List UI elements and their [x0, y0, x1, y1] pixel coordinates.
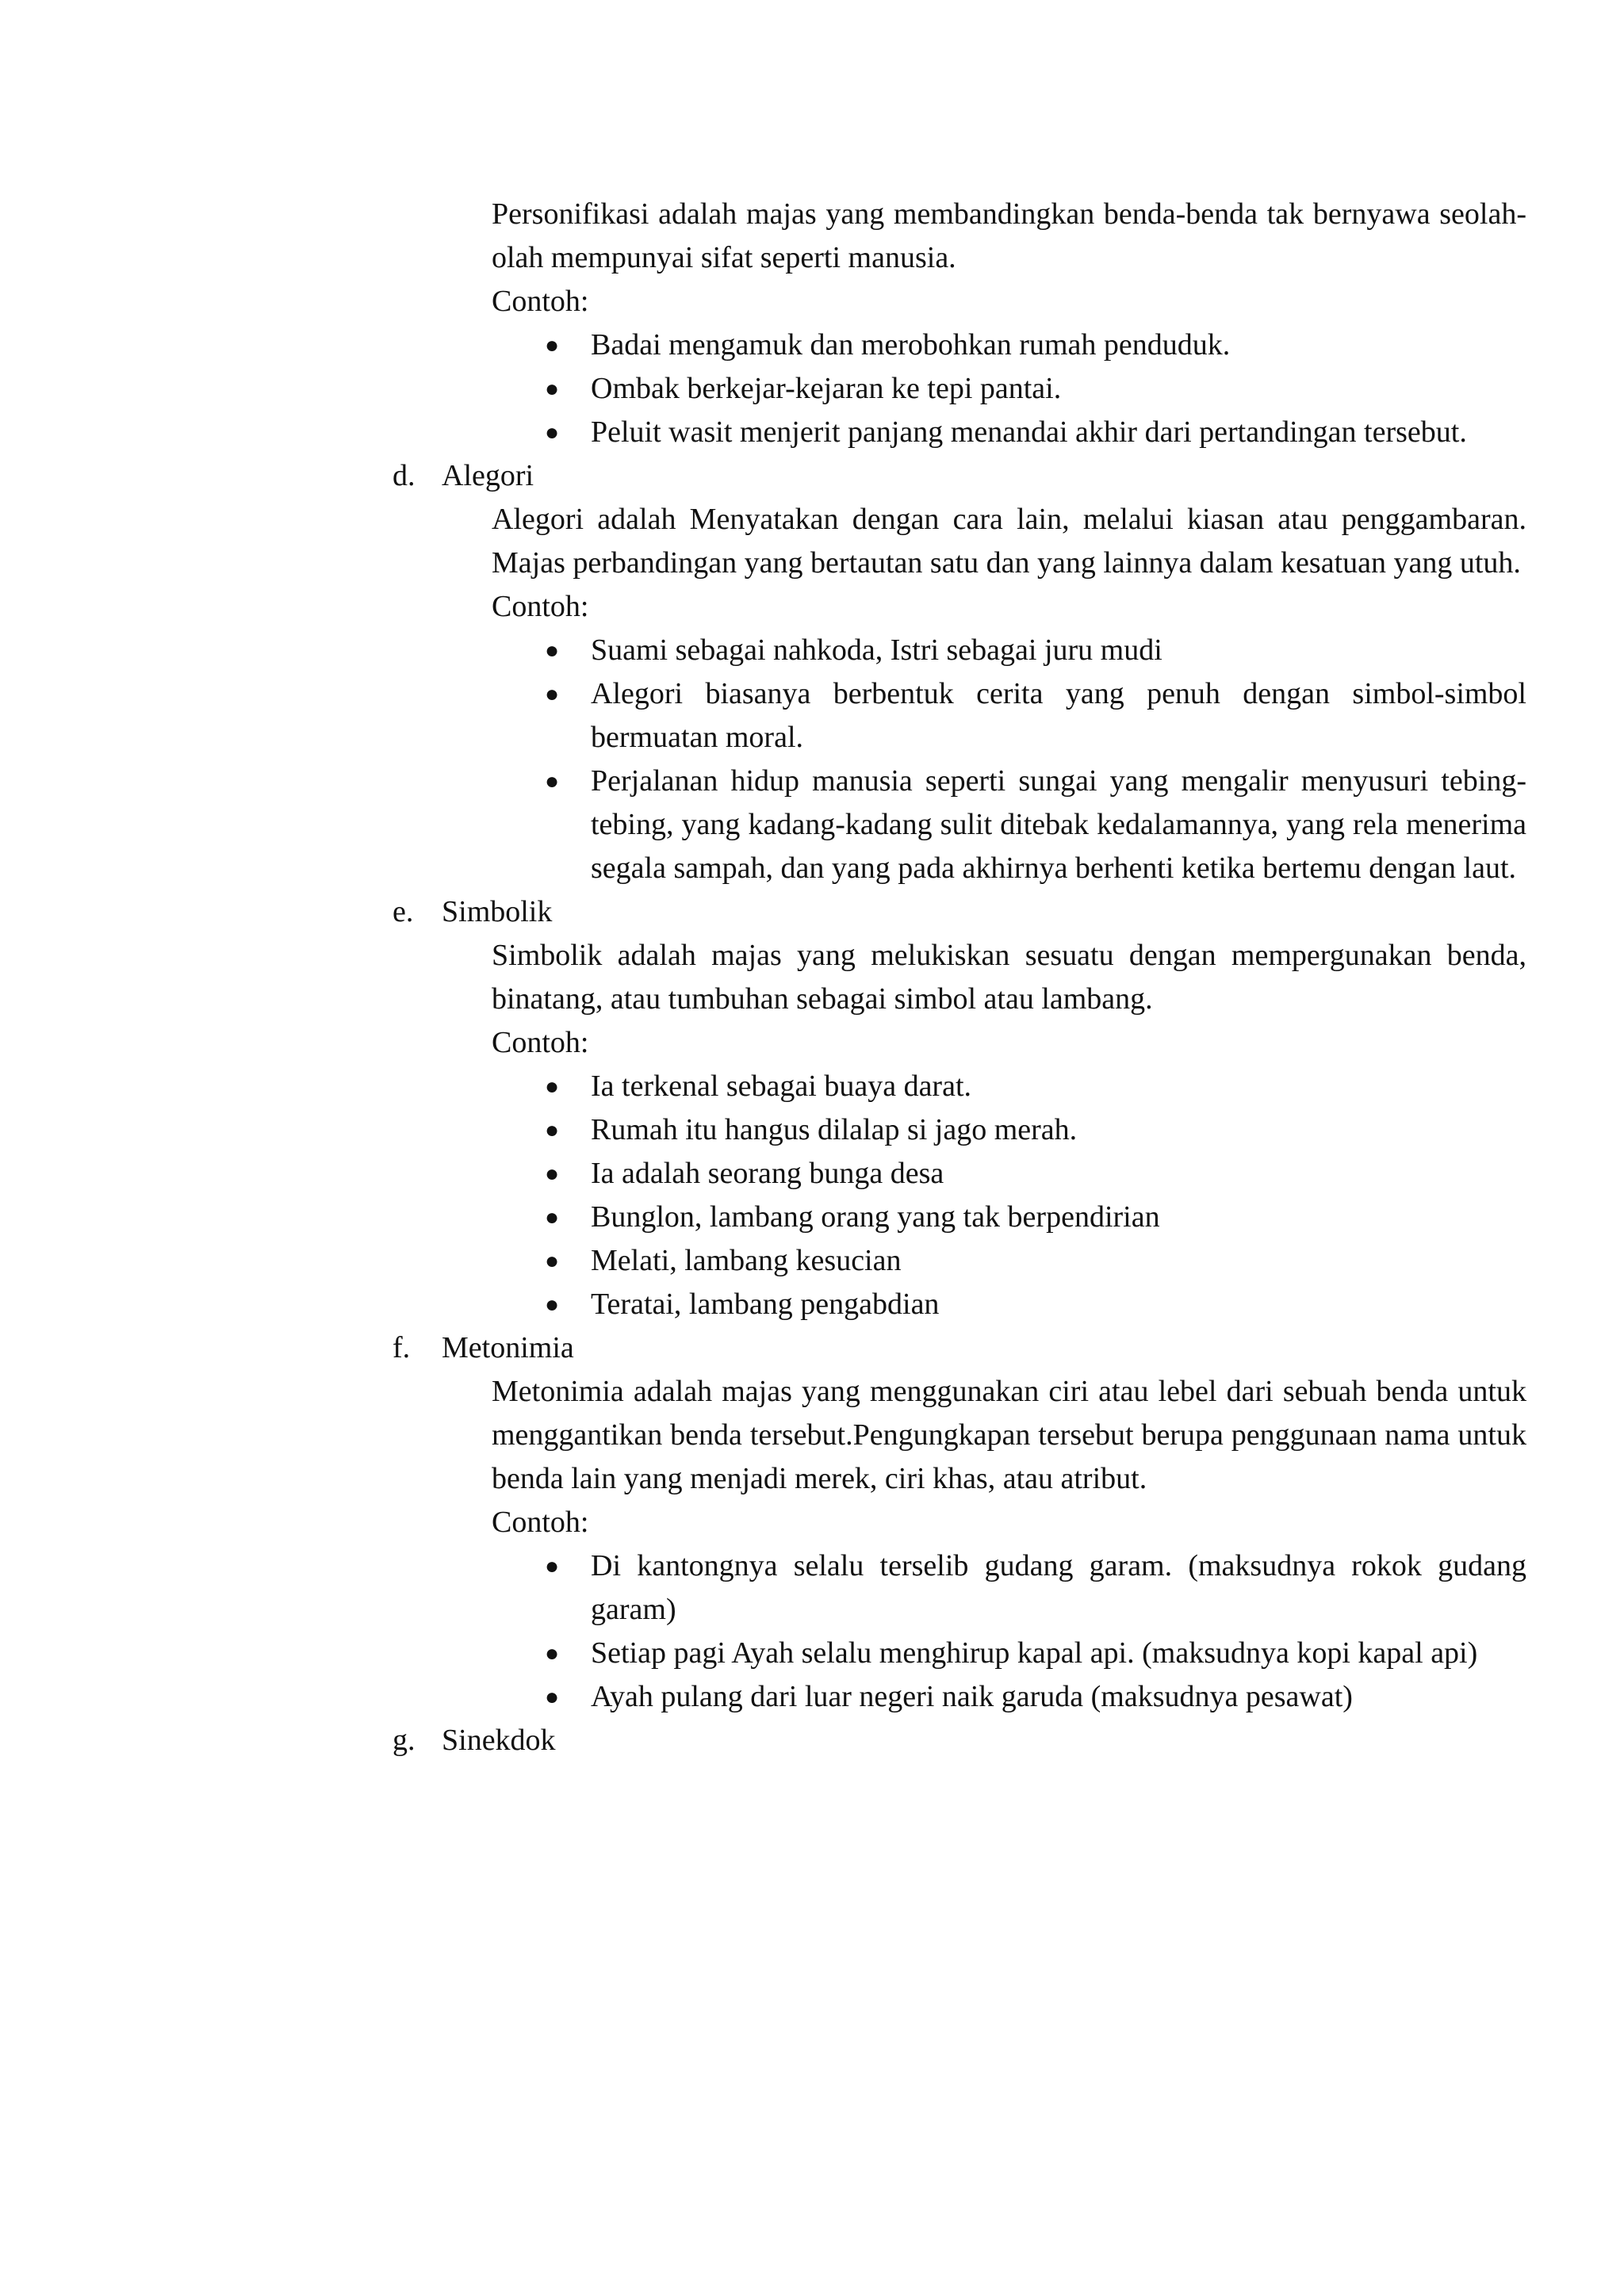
list-item [545, 1152, 1526, 1196]
example-text: Setiap pagi Ayah selalu menghirup kapal api. (maksudnya kopi kapal api) [591, 1636, 1478, 1670]
example-text: Ombak berkejar-kejaran ke tepi pantai. [591, 372, 1062, 405]
example-text: Di kantongnya selalu terselib gudang garam. (maksudnya rokok gudang garam) [591, 1549, 1526, 1626]
bullet-icon: ● [545, 1204, 560, 1230]
list-item [545, 760, 1526, 890]
bullet-icon: ● [545, 1640, 560, 1667]
list-item [545, 1196, 1526, 1239]
example-list [393, 1065, 1526, 1326]
contoh-label: Contoh: [492, 285, 589, 318]
bullet-icon: ● [545, 1684, 560, 1710]
bullet-icon: ● [545, 1248, 560, 1274]
section-simbolik [393, 890, 1526, 1326]
bullet-icon: ● [545, 1117, 560, 1143]
example-text: Perjalanan hidup manusia seperti sungai yang mengalir menyusuri tebing-tebing, yang kadang-kadang sulit ditebak kedalamannya, yang rela menerima segala sampah, dan yang pada akhirnya berhenti ketika bertemu dengan laut. [591, 764, 1526, 885]
example-text: Rumah itu hangus dilalap si jago merah. [591, 1113, 1078, 1146]
example-list [393, 629, 1526, 890]
section-heading [393, 1326, 1526, 1370]
list-item [545, 1283, 1526, 1326]
bullet-icon: ● [545, 332, 560, 358]
list-item [545, 1239, 1526, 1283]
example-text: Ayah pulang dari luar negeri naik garuda (maksudnya pesawat) [591, 1680, 1353, 1713]
section-title: Metonimia [442, 1331, 574, 1364]
list-item [545, 1675, 1526, 1719]
section-letter: d. [393, 459, 416, 492]
example-text: Peluit wasit menjerit panjang menandai akhir dari pertandingan tersebut. [591, 415, 1467, 449]
contoh-label: Contoh: [492, 590, 589, 623]
section-letter: g. [393, 1724, 416, 1757]
section-paragraph: Simbolik adalah majas yang melukiskan sesuatu dengan mempergunakan benda, binatang, atau tumbuhan sebagai simbol atau lambang. [492, 939, 1526, 1016]
example-text: Bunglon, lambang orang yang tak berpendirian [591, 1200, 1160, 1234]
section-letter: e. [393, 895, 414, 928]
list-item [545, 629, 1526, 672]
bullet-icon: ● [545, 1073, 560, 1100]
section-heading [393, 1719, 1526, 1762]
list-item [545, 1544, 1526, 1632]
bullet-icon: ● [545, 637, 560, 664]
example-text: Ia adalah seorang bunga desa [591, 1157, 944, 1190]
section-personifikasi [393, 193, 1526, 454]
list-item [545, 1108, 1526, 1152]
section-letter: f. [393, 1331, 411, 1364]
section-alegori [393, 454, 1526, 890]
list-item [545, 411, 1526, 454]
list-item [545, 367, 1526, 411]
section-metonimia [393, 1326, 1526, 1719]
section-heading [393, 454, 1526, 498]
example-list [393, 1544, 1526, 1719]
section-title: Alegori [442, 459, 534, 492]
section-sinekdok [393, 1719, 1526, 1762]
section-paragraph: Metonimia adalah majas yang menggunakan ciri atau lebel dari sebuah benda untuk menggantikan benda tersebut.Pengungkapan tersebut berupa penggunaan nama untuk benda lain yang menjadi merek, ciri khas, atau atribut. [492, 1375, 1526, 1495]
example-text: Melati, lambang kesucian [591, 1244, 902, 1277]
list-item [545, 323, 1526, 367]
bullet-icon: ● [545, 768, 560, 794]
bullet-icon: ● [545, 1161, 560, 1187]
example-text: Ia terkenal sebagai buaya darat. [591, 1070, 972, 1103]
example-text: Teratai, lambang pengabdian [591, 1288, 940, 1321]
example-text: Suami sebagai nahkoda, Istri sebagai juru mudi [591, 633, 1162, 667]
list-item [545, 672, 1526, 760]
section-paragraph: Personifikasi adalah majas yang membandingkan benda-benda tak bernyawa seolah-olah mempunyai sifat seperti manusia. [492, 197, 1526, 274]
example-list [393, 323, 1526, 454]
contoh-label: Contoh: [492, 1506, 589, 1539]
bullet-icon: ● [545, 1292, 560, 1318]
section-title: Sinekdok [442, 1724, 556, 1757]
bullet-icon: ● [545, 376, 560, 402]
section-paragraph: Alegori adalah Menyatakan dengan cara lain, melalui kiasan atau penggambaran. Majas perbandingan yang bertautan satu dan yang lainnya dalam kesatuan yang utuh. [492, 503, 1526, 580]
contoh-label: Contoh: [492, 1026, 589, 1059]
section-heading [393, 890, 1526, 934]
section-title: Simbolik [442, 895, 553, 928]
bullet-icon: ● [545, 681, 560, 707]
list-item [545, 1632, 1526, 1675]
list-item [545, 1065, 1526, 1108]
document-content [393, 193, 1526, 1762]
example-text: Alegori biasanya berbentuk cerita yang penuh dengan simbol-simbol bermuatan moral. [591, 677, 1526, 754]
bullet-icon: ● [545, 1553, 560, 1579]
example-text: Badai mengamuk dan merobohkan rumah penduduk. [591, 328, 1231, 362]
bullet-icon: ● [545, 419, 560, 446]
